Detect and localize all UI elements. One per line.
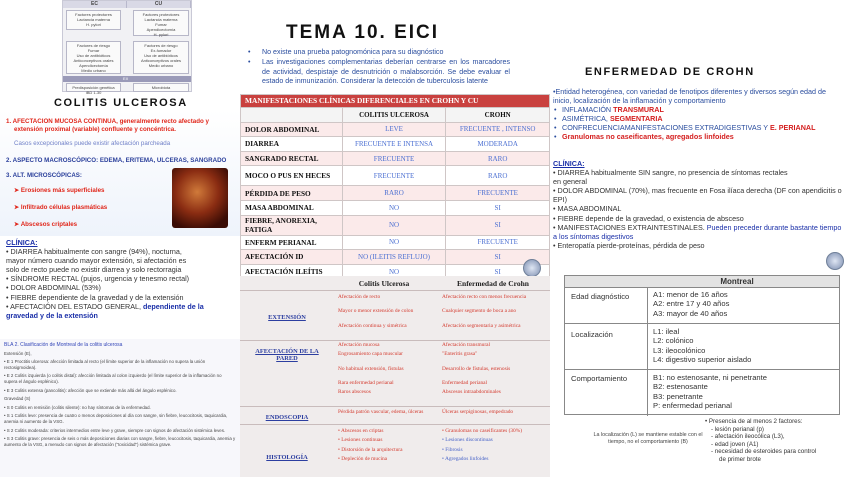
slide-line: ➤ Erosiones más superficiales <box>14 187 105 194</box>
table-row: PÉRDIDA DE PESO RARO FRECUENTE <box>241 186 550 201</box>
table-row: AFECTACIÓN ILEÍTIS NO SI <box>241 264 550 279</box>
risk-factors-figure <box>62 0 192 95</box>
table-header: MANIFESTACIONES CLÍNICAS DIFERENCIALES EN CROHN Y CU <box>241 95 550 108</box>
cmp-endo-ec: Úlceras serpiginosas, empedrado <box>442 409 514 415</box>
doc-line: • E 3 Colitis extensa (pancolitis): afección que se extiende más allá del ángulo esplénico. <box>4 387 177 393</box>
crohn-clinica-line: • MASA ABDOMINAL <box>553 204 622 214</box>
figure-header-cu: CU <box>127 1 191 8</box>
cmp-label-histologia: HISTOLOGÍA <box>266 454 308 461</box>
intro-bullets <box>244 48 510 87</box>
doc-line: • E 1 Proctitis ulcerosa: afección limitada al recto (el límite superior de la inflamación no supera la unión rectosigmoidea). <box>4 359 206 370</box>
slide-line: 3. ALT. MICROSCÓPICAS: <box>6 172 82 179</box>
figure-cell: Factores protectores Lactancia materna H. pylori <box>66 10 121 30</box>
cmp-label-endoscopia: ENDOSCOPIA <box>265 414 309 421</box>
crohn-intro <box>553 87 843 142</box>
cu-clinica-line: gravedad y de la extensión <box>6 310 98 320</box>
slide-line: extensión proximal (variable) confluente y concéntrica. <box>14 126 176 133</box>
figure-cell: Predisposición genética IBD 1-30 <box>66 83 121 92</box>
montreal-note-left: La localización (L) se mantiene estable con el tiempo, no el comportamiento (B) <box>593 432 703 446</box>
table-row: SANGRADO RECTAL FRECUENTE RARO <box>241 151 550 166</box>
crohn-clinica-label: CLÍNICA: <box>553 159 585 168</box>
cmp-hist-cu: • Abscesos en criptas • Lesiones continuas • Distorsión de la arquitectura • Depleción de mucina <box>338 428 403 463</box>
col-header-crohn: CROHN <box>446 108 550 123</box>
differential-table <box>240 94 550 279</box>
cu-clinica <box>6 238 238 320</box>
cmp-ext-ec: Afectación recto con menos frecuencia Cualquier segmento de boca a ano Afectación segmentaria y asimétrica <box>442 294 527 329</box>
slide-line: 2. ASPECTO MACROSCÓPICO: EDEMA, ERITEMA, ULCERAS, SANGRADO <box>6 157 227 164</box>
crohn-bullet: • Granulomas no caseificantes, agregados linfoides <box>553 132 843 141</box>
crohn-bullet: • INFLAMACIÓN TRANSMURAL <box>553 105 843 114</box>
slide-line: 1. AFECTACION MUCOSA CONTINUA, generalmente recto afectado y <box>6 118 209 125</box>
crohn-clinica-line: • FIEBRE depende de la gravedad, o existencia de absceso <box>553 213 744 223</box>
doc-section-label: Gravedad (S) <box>4 396 31 402</box>
table-row: Localización L1: ileal L2: colónico L3: ileocolónico L4: digestivo superior aislado <box>565 324 839 370</box>
figure-cell: Microbiota <box>133 83 189 92</box>
crohn-clinica-line: • MANIFESTACIONES EXTRAINTESTINALES. Pueden preceder durante bastante tiempo a los síntomas digestivos <box>553 222 842 241</box>
table-row: ENFERM PERIANAL NO FRECUENTE <box>241 235 550 250</box>
cmp-header-cu: Colitis Ulcerosa <box>358 279 410 288</box>
cu-clinica-line: mayor número cuando mayor extensión, si afectación es <box>6 256 187 266</box>
montreal-table <box>564 275 840 415</box>
cu-clinica-line: • SÍNDROME RECTAL (pujos, urgencia y tenesmo rectal) <box>6 274 190 284</box>
table-row: DIARREA FRECUENTE E INTENSA MODERADA <box>241 137 550 152</box>
intro-bullet: • No existe una prueba patognomónica para su diagnóstico <box>244 48 510 57</box>
doc-title: BLA 2. Clasificación de Montreal de la colitis ulcerosa <box>4 342 123 348</box>
crohn-bullet: • ASIMÉTRICA, SEGMENTARIA <box>553 114 843 123</box>
doc-line: • S 1 Colitis leve: presencia de cuatro o menos deposiciones al día con sangre, sin fiebre, leucocitosis, taquicardia, anemia ni aumento de la VSG. <box>4 413 228 424</box>
cu-clinica-line: • FIEBRE dependiente de la gravedad y de la extensión <box>6 292 184 302</box>
table-row: DOLOR ABDOMINAL LEVE FRECUENTE , INTENSO <box>241 122 550 137</box>
montreal-cu-doc <box>0 339 240 477</box>
cu-clinica-line: • DOLOR ABDOMINAL (53%) <box>6 283 101 293</box>
figure-band: EII <box>63 76 191 82</box>
slide-line: Casos excepcionales puede existir afectación parcheada <box>14 140 171 147</box>
slide-line: ➤ Abscesos criptales <box>14 221 78 228</box>
table-corner <box>241 108 343 123</box>
cu-clinica-line: • DIARREA habitualmente con sangre (94%), nocturna, <box>6 247 182 257</box>
cmp-endo-cu: Pérdida patrón vascular, edema, úlceras <box>338 409 424 415</box>
cmp-label-extension: EXTENSIÓN <box>268 314 306 321</box>
cu-clinica-line: • AFECTACIÓN DEL ESTADO GENERAL, dependiente de la <box>6 301 204 311</box>
slide-line: ➤ Infiltrado células plasmáticas <box>14 204 108 211</box>
montreal-title: Montreal <box>565 276 839 288</box>
cmp-hist-ec: • Granulomas no caseificantes (30%) • Lesiones discontinuas • Fibrosis • Agregados linfoides <box>442 428 523 463</box>
doc-line: • S 0 Colitis en remisión (colitis silente): no hay síntomas de la enfermedad. <box>4 404 151 410</box>
figure-cell: Factores de riesgo Ex-fumador Uso de antibióticos Anticonceptivos orales Medio urbano <box>133 41 189 74</box>
crohn-bullet: • CONFRECUENCIAMANIFESTACIONES EXTRADIGESTIVAS Y E. PERIANAL <box>553 123 843 132</box>
doc-line: • S 3 Colitis grave: presencia de seis o más deposiciones diarias con sangre, fiebre, leucocitosis, taquicardia, anemia y aumento de la VSG, a menudo con signos de afectación ("toxicidad") sistémica grave. <box>4 436 236 447</box>
doc-section-label: Extensión (E), <box>4 350 32 356</box>
cu-clinica-line: solo de recto puede no existir diarrea y solo rectorragia <box>6 265 182 275</box>
cmp-pared-ec: Afectación transmural "Enteritis grasa" Desarrollo de fístulas, estenosis Enfermedad perianal Abscesos intraabdominales <box>442 342 511 395</box>
crohn-clinica-line: • DIARREA habitualmente SIN sangre, no presencia de síntomas rectales <box>553 168 788 178</box>
figure-cell: Factores de riesgo Fumar Uso de antibióticos Anticonceptivos orales Apendicectomía Medio urbano <box>66 41 121 74</box>
page-title: TEMA 10. EICI <box>286 22 440 43</box>
table-row: MASA ABDOMINAL NO SI <box>241 200 550 215</box>
intro-bullet: • Las investigaciones complementarias deberían centrarse en los marcadores de actividad, despistaje de desnutrición o malabsorción. Se debe evaluar el estado de inmunización. Considerar la detección de tuberculosis latente <box>244 58 510 86</box>
crohn-clinica-line: en general <box>553 177 587 187</box>
table-row: Edad diagnóstico A1: menor de 16 años A2: entre 17 y 40 años A3: mayor de 40 años <box>565 288 839 324</box>
cu-clinica-label: CLÍNICA: <box>6 238 38 247</box>
audio-speaker-icon[interactable] <box>523 259 541 277</box>
crohn-clinica-line: • Enteropatía pierde-proteínas, pérdida de peso <box>553 240 705 250</box>
col-header-cu: COLITIS ULCEROSA <box>342 108 446 123</box>
figure-header-ec: EC <box>63 1 127 8</box>
crohn-clinica <box>553 159 844 250</box>
table-row: AFECTACIÓN ID NO (ILEITIS REFLUJO) SI <box>241 250 550 265</box>
endoscopy-image <box>172 168 228 228</box>
crohn-title: ENFERMEDAD DE CROHN <box>585 66 755 78</box>
cmp-label-pared: AFECTACIÓN DE LA PARED <box>255 348 319 362</box>
table-row: Comportamiento B1: no estenosante, ni penetrante B2: estenosante B3: penetrante P: enfermedad perianal <box>571 373 767 410</box>
crohn-intro-text: •Entidad heterogénea, con variedad de fenotipos diferentes y diversos según edad de inicio, localización de la inflamación y comportamiento <box>553 87 827 106</box>
crohn-clinica-line: • DOLOR ABDOMINAL (70%), mas frecuente en Fosa ilíaca derecha (DF con apendicitis o EPI) <box>553 186 842 205</box>
comparison-table <box>240 276 550 477</box>
cmp-pared-cu: Afectación mucosa Engrosamiento capa muscular No habitual extensión, fístulas Rara enfermedad perianal Raros abscesos <box>338 342 404 395</box>
doc-line: • E 2 Colitis izquierda (o colitis distal): afección limitada al colon izquierdo (el límite superior de la inflamación no supera el ángulo esplénico). <box>4 373 222 384</box>
audio-speaker-icon[interactable] <box>826 252 844 270</box>
figure-cell: Factores protectores Lactancia materna Fumar Apendicectomía H. pylori <box>133 10 189 36</box>
doc-line: • S 2 Colitis moderada: criterios intermedios entre leve y grave, siempre con signos de afectación sistémica leves. <box>4 427 226 433</box>
cu-summary-slide <box>0 110 240 236</box>
cmp-ext-cu: Afectación de recto Mayor o menor extensión de colon Afectación continua y simétrica <box>338 294 414 329</box>
montreal-note-right: • Presencia de al menos 2 factores: - lesión perianal (p) - afectación ileocólica (L3), - edad joven (A1) - necesidad de esteroides para control de primer brote <box>705 418 817 463</box>
cmp-header-ec: Enfermedad de Crohn <box>457 279 529 288</box>
table-row: MOCO O PUS EN HECES FRECUENTE RARO <box>241 166 550 186</box>
cu-title: COLITIS ULCEROSA <box>54 97 188 109</box>
table-row: FIEBRE, ANOREXIA, FATIGA NO SI <box>241 215 550 235</box>
